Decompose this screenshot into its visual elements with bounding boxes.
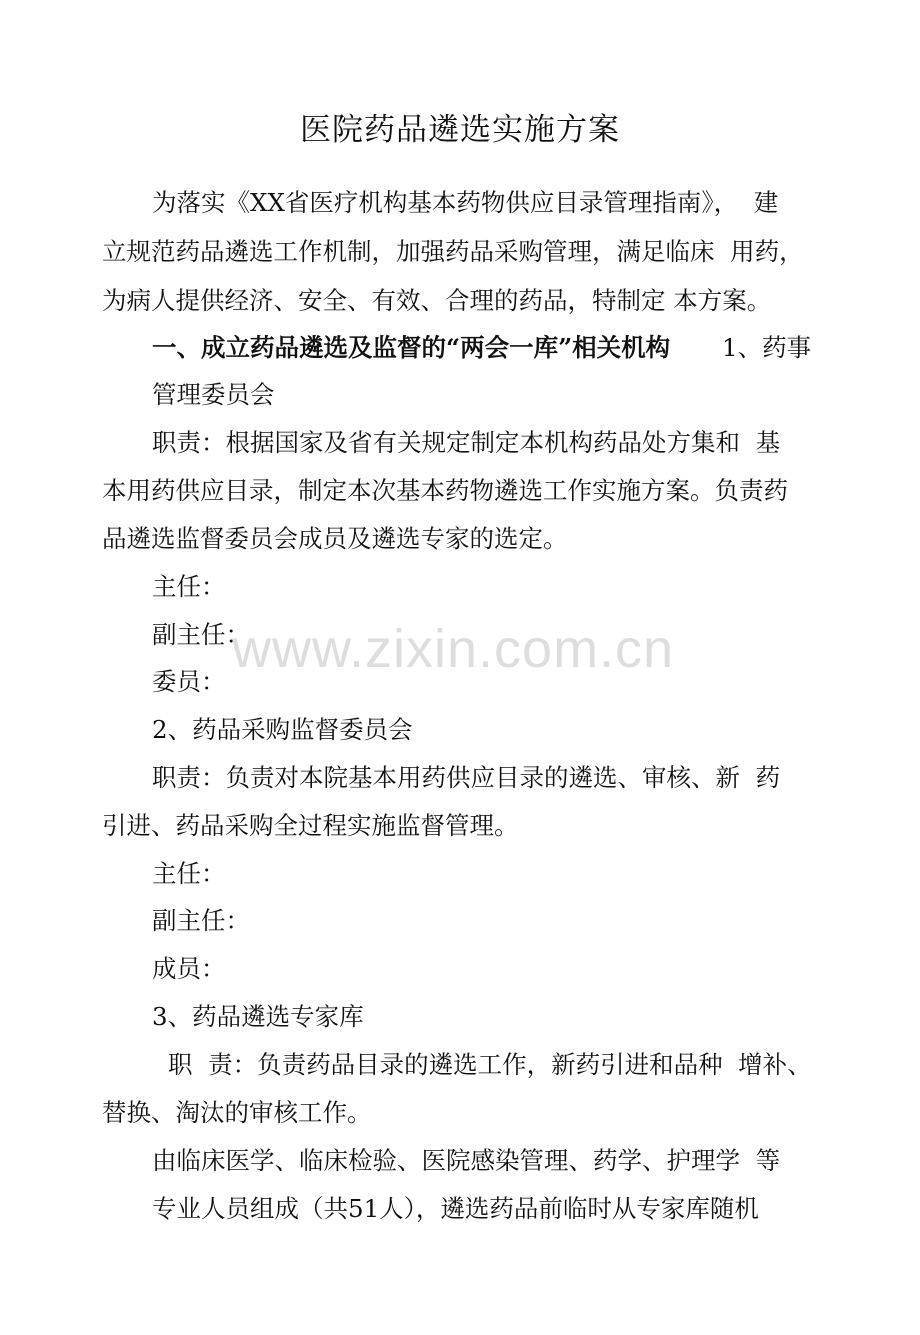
role-label: 委员：: [152, 667, 226, 696]
paragraph-line: 立规范药品遴选工作机制，加强药品采购管理，满足临床 用药，: [102, 237, 804, 266]
paragraph-line: 为病人提供经济、安全、有效、合理的药品，特制定 本方案。: [102, 286, 772, 315]
paragraph-line: 职责：负责对本院基本用药供应目录的遴选、审核、新 药: [152, 763, 781, 792]
role-label: 主任：: [152, 572, 226, 601]
role-label: 副主任：: [152, 620, 250, 649]
paragraph-line: 本用药供应目录，制定本次基本药物遴选工作实施方案。负责药: [102, 476, 788, 505]
subsection-heading: 管理委员会: [152, 380, 275, 409]
paragraph-line: 职责：根据国家及省有关规定制定本机构药品处方集和 基: [152, 428, 781, 457]
paragraph-line: 专业人员组成（共51人），遴选药品前临时从专家库随机: [152, 1194, 759, 1223]
paragraph-line: 由临床医学、临床检验、医院感染管理、药学、护理学 等: [152, 1146, 781, 1175]
watermark-text: www.zixin.com.cn: [232, 619, 675, 679]
paragraph-line: 替换、淘汰的审核工作。: [102, 1098, 372, 1127]
paragraph-line: 品遴选监督委员会成员及遴选专家的选定。: [102, 524, 568, 553]
role-label: 副主任：: [152, 906, 250, 935]
role-label: 成员：: [152, 954, 226, 983]
document-title: 医院药品遴选实施方案: [300, 112, 620, 148]
paragraph-line: 职 责：负责药品目录的遴选工作，新药引进和品种 增补、: [168, 1050, 812, 1079]
subsection-heading: 2、药品采购监督委员会: [152, 715, 413, 744]
subsection-heading: 1、药事: [722, 333, 812, 362]
subsection-heading: 3、药品遴选专家库: [152, 1002, 364, 1031]
section-heading: 一、成立药品遴选及监督的“两会一库”相关机构: [152, 333, 671, 362]
role-label: 主任：: [152, 859, 226, 888]
paragraph-line: 为落实《XX省医疗机构基本药物供应目录管理指南》， 建: [152, 188, 779, 217]
paragraph-line: 引进、药品采购全过程实施监督管理。: [102, 811, 519, 840]
